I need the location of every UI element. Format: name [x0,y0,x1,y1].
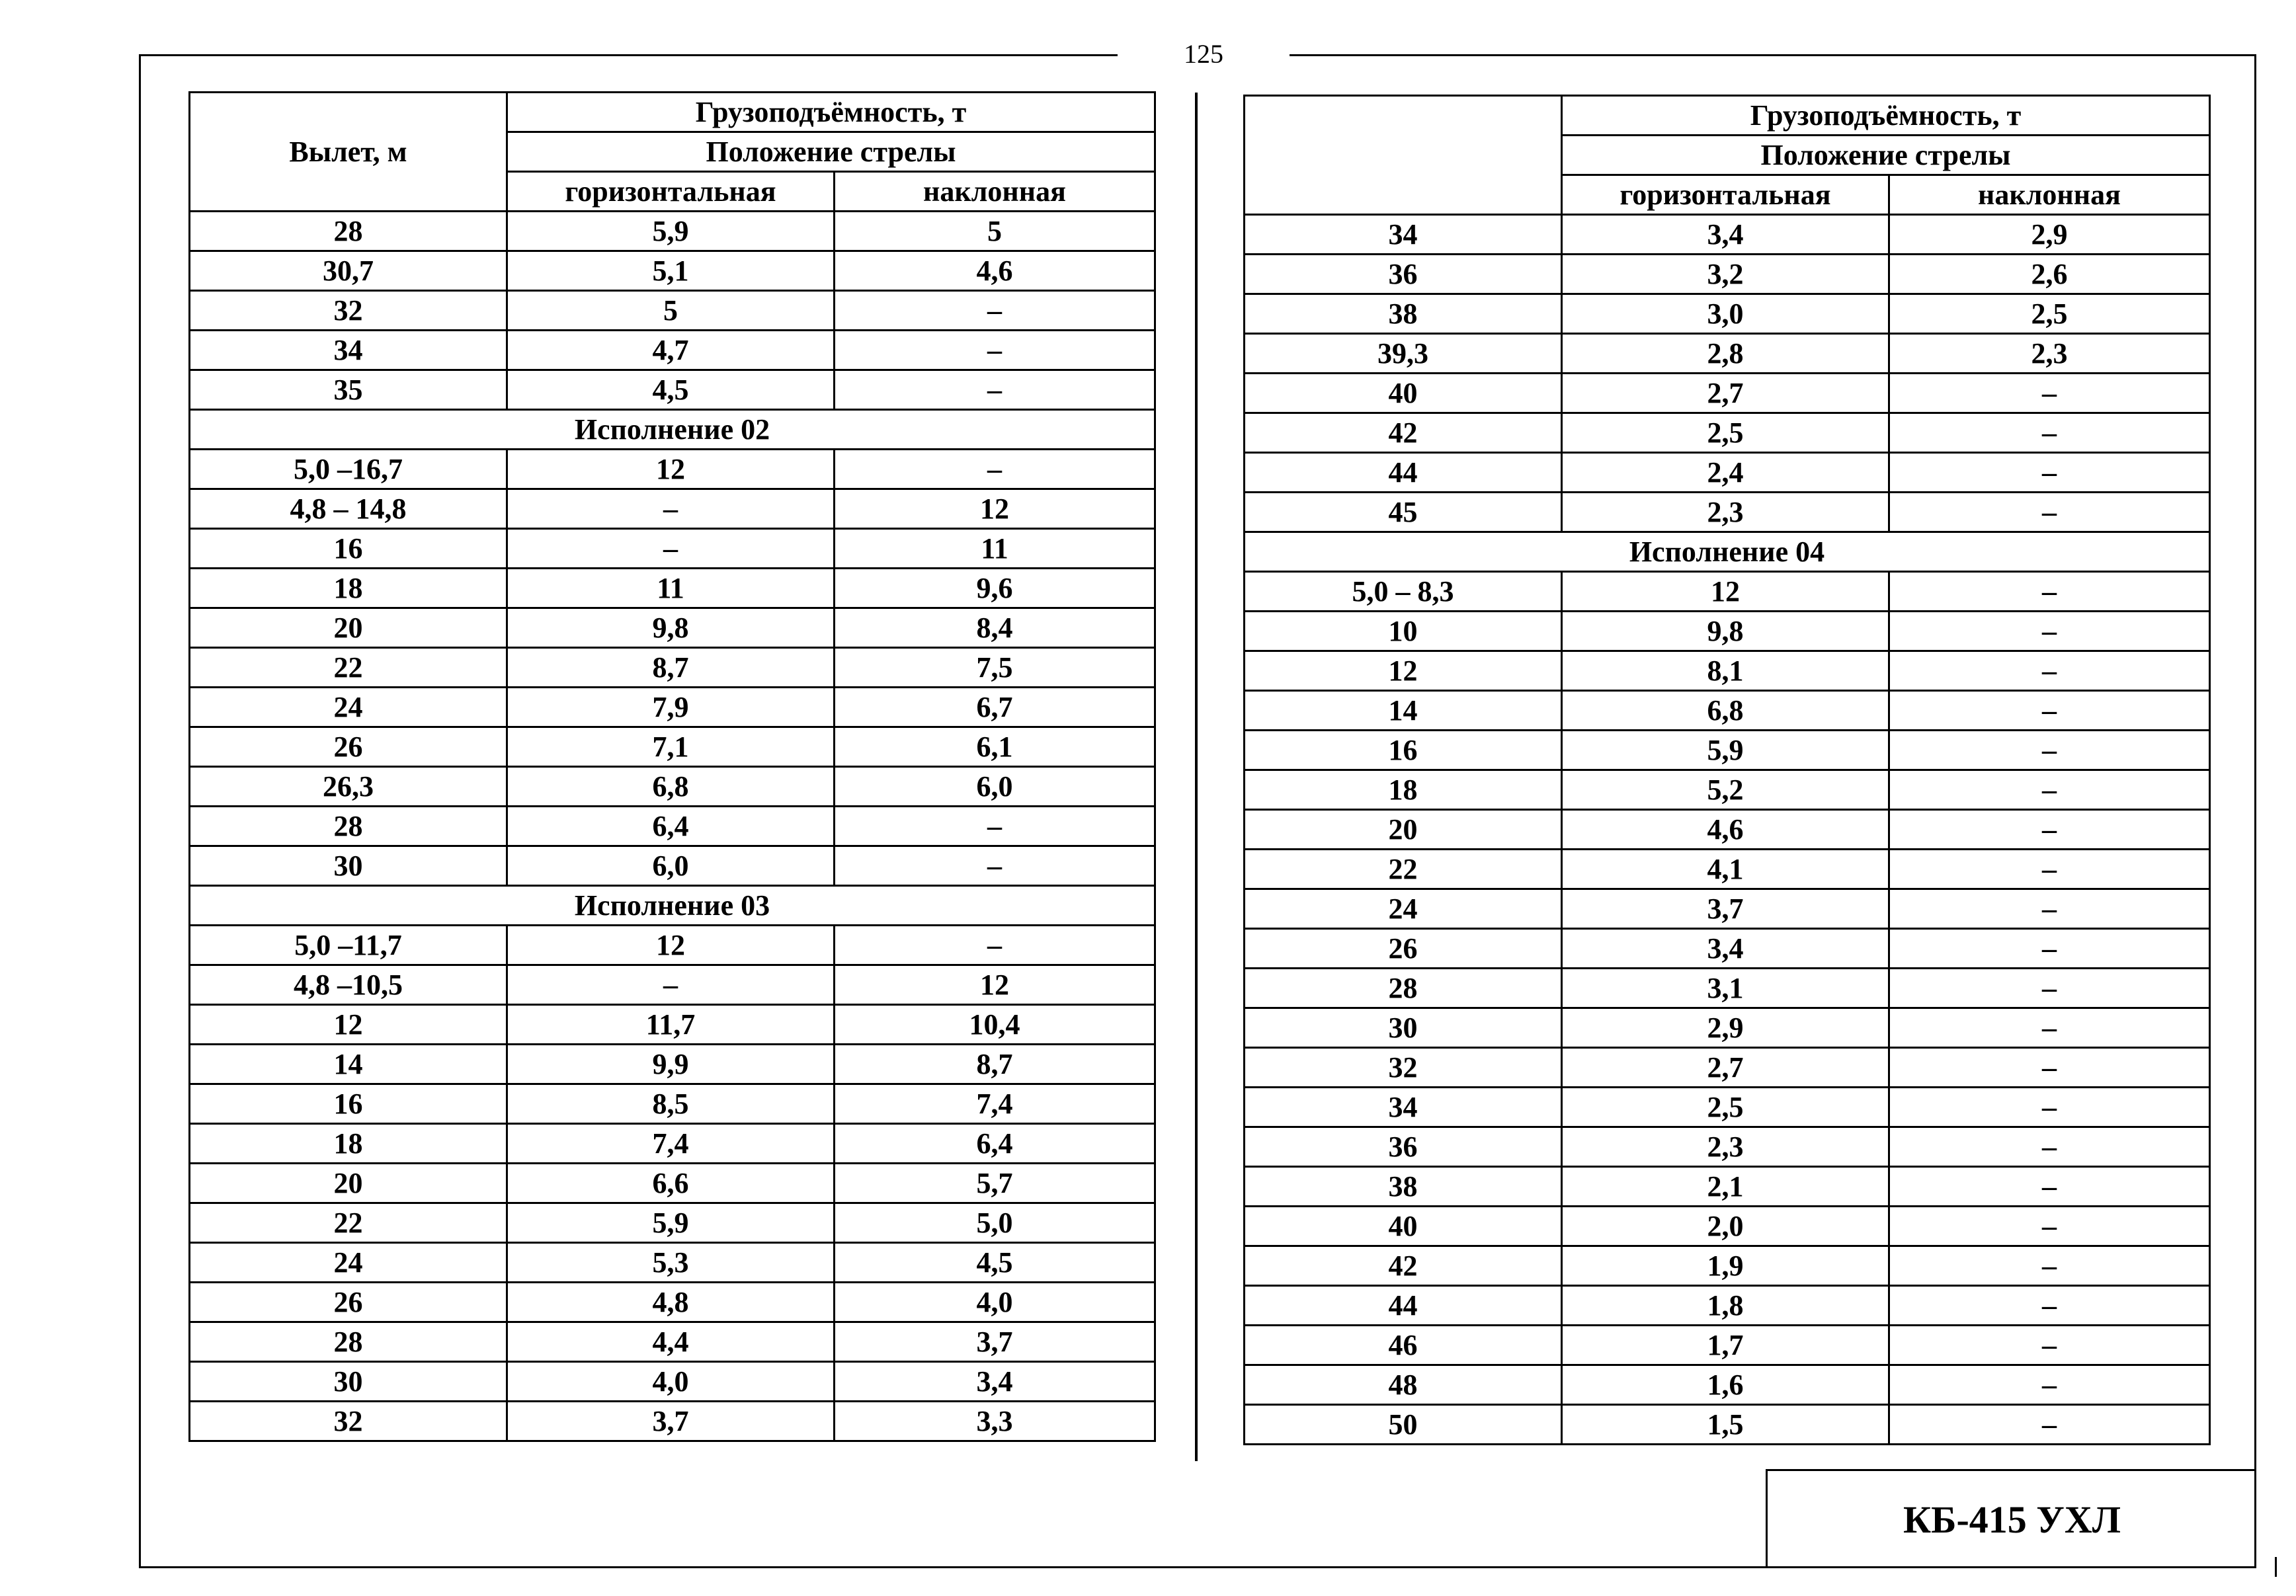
horizontal-capacity-cell: 3,7 [1562,889,1889,929]
horizontal-capacity-cell: 2,5 [1562,1088,1889,1127]
section-title-variant-03: Исполнение 03 [190,886,1155,926]
table-row [190,331,1155,370]
table-row [1245,770,2210,810]
table-row [1245,1088,2210,1127]
inclined-capacity-cell: – [1889,572,2210,612]
horizontal-capacity-cell: 6,6 [507,1164,835,1203]
inclined-capacity-cell: – [1889,374,2210,413]
table-row [190,767,1155,807]
horizontal-capacity-cell: 4,6 [1562,810,1889,850]
inclined-capacity-cell: – [1889,493,2210,532]
outreach-cell: 22 [190,648,507,688]
header-boom-position: Положение стрелы [507,132,1155,172]
outreach-cell: 32 [190,291,507,331]
outreach-cell: 28 [190,1322,507,1362]
inclined-capacity-cell: – [1889,1365,2210,1405]
inclined-capacity-cell: 2,9 [1889,215,2210,255]
inclined-capacity-cell: – [1889,1008,2210,1048]
outreach-cell: 42 [1245,413,1562,453]
horizontal-capacity-cell: 4,5 [507,370,835,410]
inclined-capacity-cell: – [1889,691,2210,731]
table-row [1245,651,2210,691]
outreach-cell: 39,3 [1245,334,1562,374]
horizontal-capacity-cell: 4,0 [507,1362,835,1402]
outreach-cell: 22 [1245,850,1562,889]
table-row [1245,1048,2210,1088]
outreach-cell: 5,0 –16,7 [190,450,507,489]
outreach-cell: 12 [190,1005,507,1045]
table-row [1245,810,2210,850]
inclined-capacity-cell: 3,7 [835,1322,1155,1362]
outreach-cell: 20 [1245,810,1562,850]
table-row [190,608,1155,648]
table-row [1245,493,2210,532]
right-table-body [1245,96,2210,1445]
horizontal-capacity-cell: 1,6 [1562,1365,1889,1405]
outreach-cell: 18 [190,569,507,608]
table-row [190,569,1155,608]
inclined-capacity-cell: – [835,331,1155,370]
outreach-cell: 24 [190,688,507,727]
horizontal-capacity-cell: 2,9 [1562,1008,1889,1048]
header-empty [1245,96,1562,215]
table-row [190,926,1155,965]
outreach-cell: 42 [1245,1246,1562,1286]
horizontal-capacity-cell: 8,5 [507,1084,835,1124]
horizontal-capacity-cell: 2,3 [1562,1127,1889,1167]
table-row [1245,1008,2210,1048]
inclined-capacity-cell: 2,6 [1889,255,2210,294]
table-row [190,291,1155,331]
inclined-capacity-cell: – [1889,770,2210,810]
outreach-cell: 5,0 – 8,3 [1245,572,1562,612]
header-row-1 [1245,96,2210,136]
left-capacity-table [188,91,1156,1442]
table-row [190,212,1155,251]
table-row [190,1045,1155,1084]
title-block-stamp: КБ-415 УХЛ [1766,1469,2256,1568]
header-row-1 [190,93,1155,132]
edge-mark [2275,1557,2277,1577]
outreach-cell: 36 [1245,255,1562,294]
outreach-cell: 18 [1245,770,1562,810]
horizontal-capacity-cell: 3,2 [1562,255,1889,294]
outreach-cell: 24 [1245,889,1562,929]
outreach-cell: 28 [190,212,507,251]
table-row [190,807,1155,846]
inclined-capacity-cell: – [1889,1207,2210,1246]
table-row [190,1322,1155,1362]
inclined-capacity-cell: – [835,926,1155,965]
inclined-capacity-cell: – [1889,1088,2210,1127]
horizontal-capacity-cell: 2,3 [1562,493,1889,532]
outreach-cell: 16 [1245,731,1562,770]
horizontal-capacity-cell: 1,8 [1562,1286,1889,1326]
horizontal-capacity-cell: 7,9 [507,688,835,727]
left-table-body [190,93,1155,1441]
outreach-cell: 20 [190,1164,507,1203]
horizontal-capacity-cell: 6,8 [507,767,835,807]
header-inclined: наклонная [835,172,1155,212]
inclined-capacity-cell: – [835,291,1155,331]
outreach-cell: 26,3 [190,767,507,807]
table-row [190,648,1155,688]
horizontal-capacity-cell: 2,1 [1562,1167,1889,1207]
inclined-capacity-cell: – [1889,413,2210,453]
horizontal-capacity-cell: 1,5 [1562,1405,1889,1445]
section-row [190,410,1155,450]
header-capacity: Грузоподъёмность, т [1562,96,2210,136]
horizontal-capacity-cell: 4,1 [1562,850,1889,889]
outreach-cell: 22 [190,1203,507,1243]
table-row [190,450,1155,489]
inclined-capacity-cell: 6,1 [835,727,1155,767]
horizontal-capacity-cell: 12 [507,926,835,965]
horizontal-capacity-cell: 9,8 [507,608,835,648]
table-row [190,1243,1155,1283]
horizontal-capacity-cell: 8,7 [507,648,835,688]
outreach-cell: 32 [1245,1048,1562,1088]
horizontal-capacity-cell: 12 [1562,572,1889,612]
horizontal-capacity-cell: 3,4 [1562,215,1889,255]
outreach-cell: 44 [1245,1286,1562,1326]
inclined-capacity-cell: – [1889,969,2210,1008]
table-row [190,965,1155,1005]
table-row [1245,334,2210,374]
inclined-capacity-cell: 5,7 [835,1164,1155,1203]
table-row [1245,969,2210,1008]
inclined-capacity-cell: 6,4 [835,1124,1155,1164]
horizontal-capacity-cell: 5,1 [507,251,835,291]
outreach-cell: 12 [1245,651,1562,691]
table-row [1245,1365,2210,1405]
inclined-capacity-cell: – [1889,889,2210,929]
inclined-capacity-cell: 8,4 [835,608,1155,648]
header-capacity: Грузоподъёмность, т [507,93,1155,132]
inclined-capacity-cell: 7,5 [835,648,1155,688]
horizontal-capacity-cell: 5,9 [1562,731,1889,770]
horizontal-capacity-cell: – [507,529,835,569]
horizontal-capacity-cell: 6,8 [1562,691,1889,731]
horizontal-capacity-cell: 6,0 [507,846,835,886]
horizontal-capacity-cell: 11,7 [507,1005,835,1045]
inclined-capacity-cell: – [1889,1127,2210,1167]
inclined-capacity-cell: 2,3 [1889,334,2210,374]
horizontal-capacity-cell: 3,1 [1562,969,1889,1008]
table-row [1245,453,2210,493]
outreach-cell: 46 [1245,1326,1562,1365]
table-row [190,370,1155,410]
horizontal-capacity-cell: – [507,489,835,529]
outreach-cell: 26 [190,1283,507,1322]
inclined-capacity-cell: – [1889,731,2210,770]
inclined-capacity-cell: – [835,846,1155,886]
horizontal-capacity-cell: 9,8 [1562,612,1889,651]
table-row [1245,612,2210,651]
table-row [1245,889,2210,929]
table-row [190,1283,1155,1322]
inclined-capacity-cell: – [1889,1286,2210,1326]
outreach-cell: 34 [190,331,507,370]
inclined-capacity-cell: – [1889,1048,2210,1088]
table-row [190,1203,1155,1243]
outreach-cell: 14 [1245,691,1562,731]
outreach-cell: 4,8 – 14,8 [190,489,507,529]
inclined-capacity-cell: 2,5 [1889,294,2210,334]
outreach-cell: 26 [1245,929,1562,969]
inclined-capacity-cell: 10,4 [835,1005,1155,1045]
horizontal-capacity-cell: 8,1 [1562,651,1889,691]
table-row [1245,1286,2210,1326]
horizontal-capacity-cell: 4,7 [507,331,835,370]
outreach-cell: 4,8 –10,5 [190,965,507,1005]
outreach-cell: 32 [190,1402,507,1441]
horizontal-capacity-cell: 2,0 [1562,1207,1889,1246]
horizontal-capacity-cell: 2,7 [1562,374,1889,413]
inclined-capacity-cell: 7,4 [835,1084,1155,1124]
outreach-cell: 38 [1245,1167,1562,1207]
table-row [1245,850,2210,889]
horizontal-capacity-cell: 9,9 [507,1045,835,1084]
inclined-capacity-cell: 4,6 [835,251,1155,291]
right-capacity-table [1243,95,2211,1445]
outreach-cell: 10 [1245,612,1562,651]
header-boom-position: Положение стрелы [1562,136,2210,175]
horizontal-capacity-cell: 2,7 [1562,1048,1889,1088]
inclined-capacity-cell: – [1889,810,2210,850]
table-row [1245,294,2210,334]
inclined-capacity-cell: – [1889,850,2210,889]
table-row [1245,572,2210,612]
table-row [1245,1167,2210,1207]
table-row [190,529,1155,569]
inclined-capacity-cell: – [1889,1167,2210,1207]
table-row [190,251,1155,291]
table-row [1245,413,2210,453]
outreach-cell: 30 [1245,1008,1562,1048]
table-row [1245,1127,2210,1167]
horizontal-capacity-cell: 12 [507,450,835,489]
horizontal-capacity-cell: 7,4 [507,1124,835,1164]
horizontal-capacity-cell: – [507,965,835,1005]
outreach-cell: 20 [190,608,507,648]
header-horizontal: горизонтальная [1562,175,1889,215]
section-title-variant-02: Исполнение 02 [190,410,1155,450]
horizontal-capacity-cell: 2,8 [1562,334,1889,374]
inclined-capacity-cell: – [1889,453,2210,493]
header-horizontal: горизонтальная [507,172,835,212]
horizontal-capacity-cell: 1,9 [1562,1246,1889,1286]
outreach-cell: 30 [190,846,507,886]
inclined-capacity-cell: – [835,370,1155,410]
horizontal-capacity-cell: 5,3 [507,1243,835,1283]
table-row [1245,1207,2210,1246]
horizontal-capacity-cell: 4,4 [507,1322,835,1362]
horizontal-capacity-cell: 11 [507,569,835,608]
horizontal-capacity-cell: 3,4 [1562,929,1889,969]
table-row [1245,1326,2210,1365]
inclined-capacity-cell: 8,7 [835,1045,1155,1084]
inclined-capacity-cell: 9,6 [835,569,1155,608]
section-row [1245,532,2210,572]
inclined-capacity-cell: 5,0 [835,1203,1155,1243]
table-row [1245,374,2210,413]
outreach-cell: 30 [190,1362,507,1402]
inclined-capacity-cell: – [1889,1246,2210,1286]
outreach-cell: 36 [1245,1127,1562,1167]
section-row [190,886,1155,926]
table-row [1245,691,2210,731]
inclined-capacity-cell: – [1889,929,2210,969]
outreach-cell: 5,0 –11,7 [190,926,507,965]
section-title-variant-04: Исполнение 04 [1245,532,2210,572]
horizontal-capacity-cell: 3,7 [507,1402,835,1441]
header-outreach: Вылет, м [190,93,507,212]
inclined-capacity-cell: – [835,807,1155,846]
outreach-cell: 28 [190,807,507,846]
table-row [1245,255,2210,294]
column-divider [1195,93,1198,1461]
inclined-capacity-cell: 12 [835,489,1155,529]
table-row [1245,929,2210,969]
horizontal-capacity-cell: 7,1 [507,727,835,767]
outreach-cell: 34 [1245,215,1562,255]
outreach-cell: 38 [1245,294,1562,334]
horizontal-capacity-cell: 2,5 [1562,413,1889,453]
header-inclined: наклонная [1889,175,2210,215]
outreach-cell: 35 [190,370,507,410]
inclined-capacity-cell: – [1889,612,2210,651]
table-row [1245,731,2210,770]
inclined-capacity-cell: 6,7 [835,688,1155,727]
inclined-capacity-cell: 3,4 [835,1362,1155,1402]
horizontal-capacity-cell: 4,8 [507,1283,835,1322]
horizontal-capacity-cell: 5,9 [507,212,835,251]
outreach-cell: 34 [1245,1088,1562,1127]
horizontal-capacity-cell: 5,9 [507,1203,835,1243]
outreach-cell: 24 [190,1243,507,1283]
inclined-capacity-cell: 4,5 [835,1243,1155,1283]
inclined-capacity-cell: – [835,450,1155,489]
inclined-capacity-cell: 3,3 [835,1402,1155,1441]
outreach-cell: 18 [190,1124,507,1164]
inclined-capacity-cell: – [1889,651,2210,691]
outreach-cell: 14 [190,1045,507,1084]
table-row [190,1164,1155,1203]
inclined-capacity-cell: – [1889,1405,2210,1445]
table-row [190,489,1155,529]
table-row [1245,1405,2210,1445]
outreach-cell: 45 [1245,493,1562,532]
inclined-capacity-cell: 12 [835,965,1155,1005]
table-row [1245,215,2210,255]
page-number: 125 [1118,34,1290,74]
horizontal-capacity-cell: 1,7 [1562,1326,1889,1365]
table-row [1245,1246,2210,1286]
outreach-cell: 44 [1245,453,1562,493]
inclined-capacity-cell: – [1889,1326,2210,1365]
inclined-capacity-cell: 11 [835,529,1155,569]
table-row [190,1362,1155,1402]
table-row [190,1402,1155,1441]
outreach-cell: 48 [1245,1365,1562,1405]
outreach-cell: 40 [1245,374,1562,413]
inclined-capacity-cell: 5 [835,212,1155,251]
outreach-cell: 16 [190,529,507,569]
inclined-capacity-cell: 4,0 [835,1283,1155,1322]
horizontal-capacity-cell: 6,4 [507,807,835,846]
table-row [190,846,1155,886]
outreach-cell: 16 [190,1084,507,1124]
horizontal-capacity-cell: 5 [507,291,835,331]
horizontal-capacity-cell: 5,2 [1562,770,1889,810]
table-row [190,1084,1155,1124]
table-row [190,727,1155,767]
outreach-cell: 28 [1245,969,1562,1008]
table-row [190,688,1155,727]
outreach-cell: 30,7 [190,251,507,291]
horizontal-capacity-cell: 3,0 [1562,294,1889,334]
table-row [190,1005,1155,1045]
outreach-cell: 26 [190,727,507,767]
outreach-cell: 40 [1245,1207,1562,1246]
table-row [190,1124,1155,1164]
horizontal-capacity-cell: 2,4 [1562,453,1889,493]
outreach-cell: 50 [1245,1405,1562,1445]
inclined-capacity-cell: 6,0 [835,767,1155,807]
